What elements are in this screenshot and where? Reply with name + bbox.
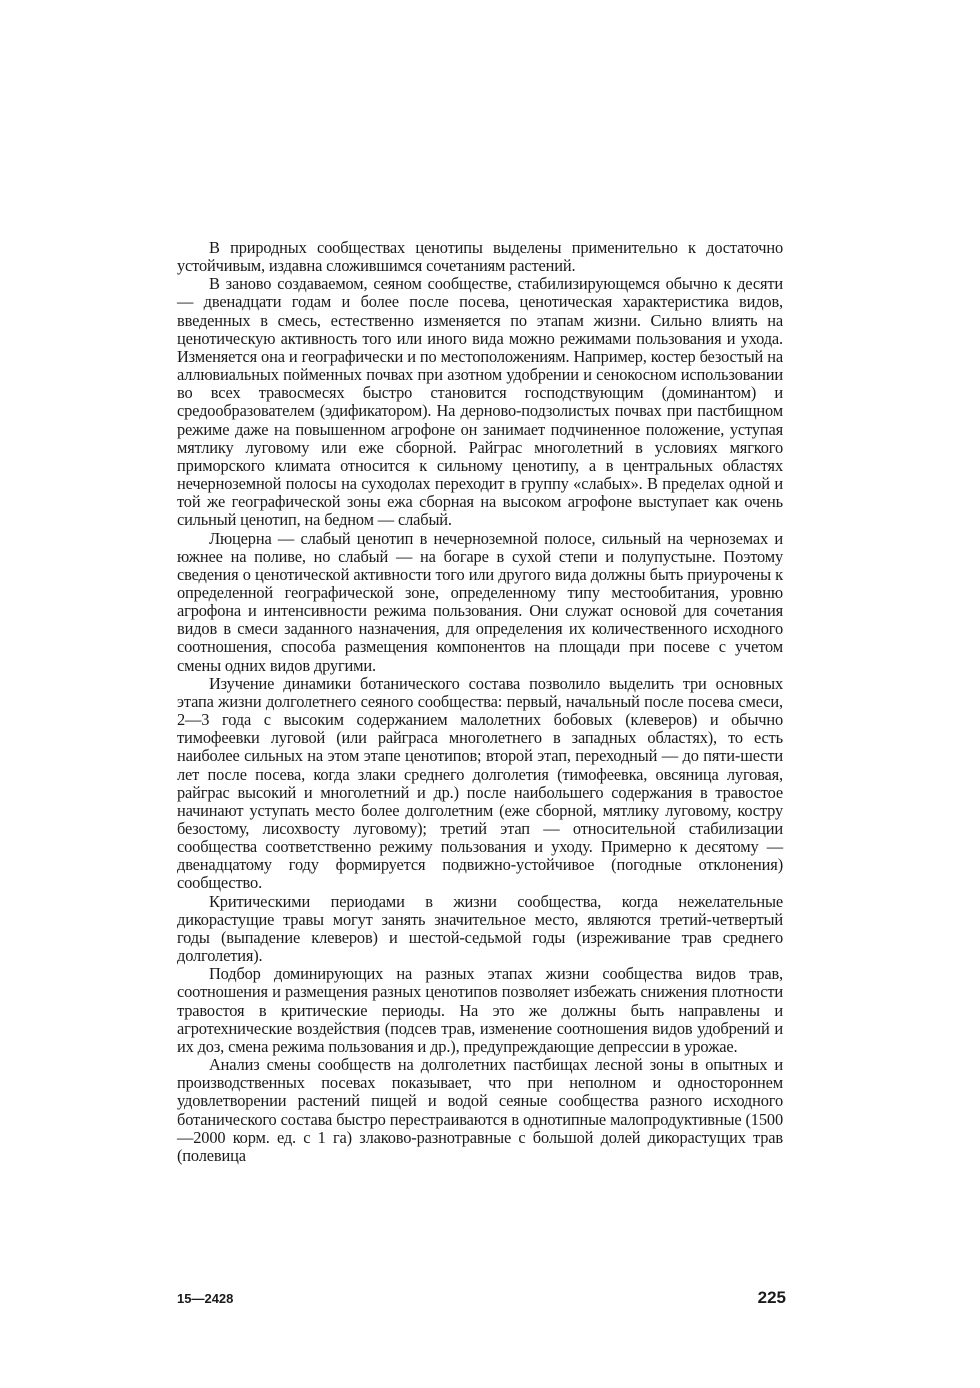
paragraph: Люцерна — слабый ценотип в нечерноземной полосе, сильный на черноземах и южнее на поливе, но слабый — на богаре в сухой степи и полупустыне. Поэтому сведения о ценотической активности того или другого вида должны быть приурочены к определенной географической зоне, определенному типу местообитания, уровню агрофона и интенсивности режима пользования. Они служат основой для сочетания видов в смеси заданного назначения, для определения их количественного исходного соотношения, способа размещения компонентов на площади при посеве с учетом смены одних видов другими. [177, 528, 783, 675]
paragraph: Критическими периодами в жизни сообщества, когда нежелательные дикорастущие травы могут занять значительное место, являются третий-четвертый годы (выпадение клеверов) и шестой-седьмой годы (изреживание трав среднего долголетия). [177, 891, 783, 966]
page-footer [177, 1288, 786, 1312]
paragraph: В заново создаваемом, сеяном сообществе, стабилизирующемся обычно к десяти — двенадцати годам и более после посева, ценотическая характеристика видов, введенных в смесь, естественно изменяется по этапам жизни. Сильно влиять на ценотическую активность того или иного вида можно режимами пользования и ухода. Изменяется она и географически и по местоположениям. Например, костер безостый на аллювиальных пойменных почвах при азотном удобрении и сенокосном использовании во всех травосмесях быстро становится господствующим (доминантом) и средообразователем (эдификатором). На дерново-подзолистых почвах при пастбищном режиме даже на повышенном агрофоне он занимает подчиненное положение, уступая мятлику луговому или еже сборной. Райграс многолетний в условиях мягкого приморского климата относится к сильному ценотипу, а в центральных областях нечерноземной полосы на суходолах переходит в группу «слабых». В пределах одной и той же географической зоны ежа сборная на высоком агрофоне выступает как очень сильный ценотип, на бедном — слабый. [177, 274, 783, 530]
paragraph: Подбор доминирующих на разных этапах жизни сообщества видов трав, соотношения и размещения разных ценотипов позволяет избежать снижения плотности травостоя в критические периоды. На это же должны быть направлены и агротехнические воздействия (подсев трав, изменение соотношения видов удобрений и их доз, смена режима пользования и др.), предупреждающие депрессии в урожае. [177, 964, 783, 1056]
printer-signature: 15—2428 [177, 1291, 234, 1306]
paragraph: В природных сообществах ценотипы выделены применительно к достаточно устойчивым, издавна сложившимся сочетаниям растений. [177, 238, 783, 276]
paragraph: Изучение динамики ботанического состава позволило выделить три основных этапа жизни долголетнего сеяного сообщества: первый, начальный после посева смеси, 2—3 года с высоким содержанием малолетних бобовых (клеверов) и обычно тимофеевки луговой (или райграса многолетнего в западных областях), то есть наиболее сильных на этом этапе ценотипов; второй этап, переходный — до пяти-шести лет после посева, когда злаки среднего долголетия (тимофеевка, овсяница луговая, райграс высокий и многолетний и др.) после наибольшего содержания в травостое начинают уступать место более долголетним (еже сборной, мятлику луговому, костру безостому, лисохвосту луговому); третий этап — относительной стабилизации сообщества соответственно режиму пользования и уходу. Примерно к десятому — двенадцатому году формируется подвижно-устойчивое (погодные отклонения) сообщество. [177, 673, 783, 893]
page-number: 225 [757, 1288, 786, 1307]
body-text [177, 239, 783, 1165]
paragraph: Анализ смены сообществ на долголетних пастбищах лесной зоны в опытных и производственных посевах показывает, что при неполном и одностороннем удовлетворении растений пищей и водой сеяные сообщества разного исходного ботанического состава быстро перестраиваются в однотипные малопродуктивные (1500—2000 корм. ед. с 1 га) злаково-разнотравные с большой долей дикорастущих трав (полевица [177, 1055, 783, 1165]
